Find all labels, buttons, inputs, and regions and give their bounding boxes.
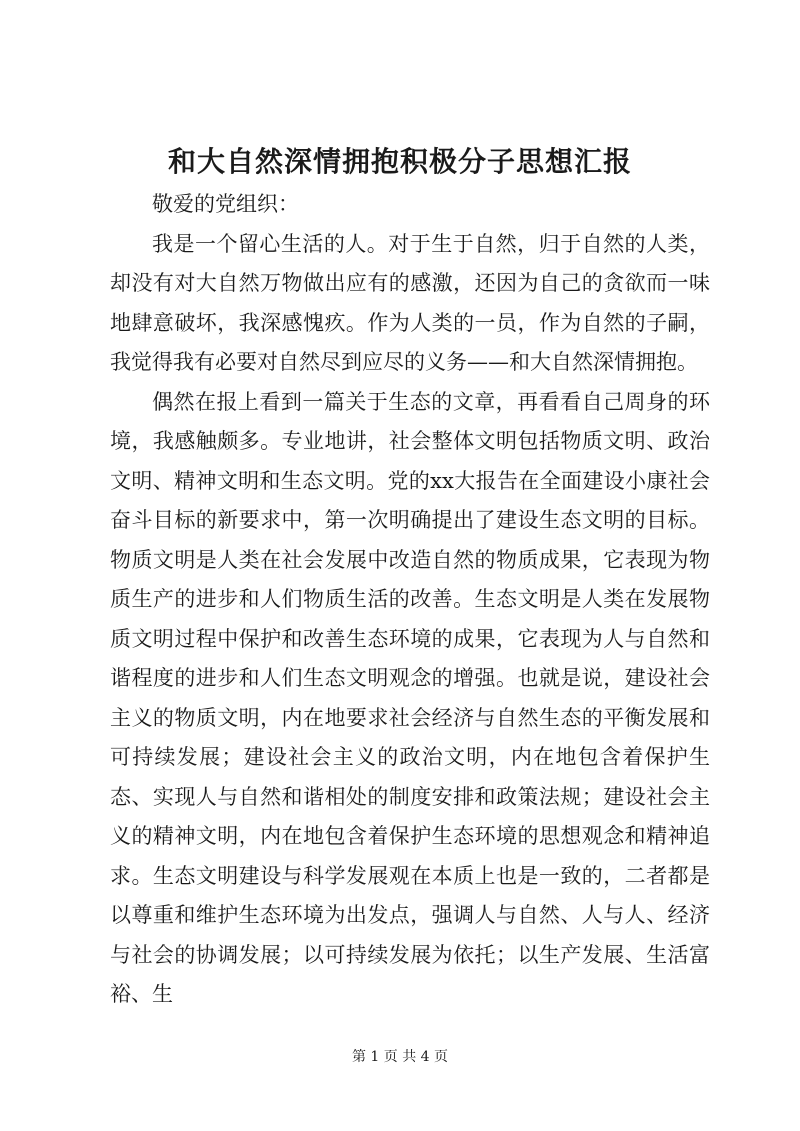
document-title: 和大自然深情拥抱积极分子思想汇报 [167,145,632,178]
page-indicator: 第 1 页 共 4 页 [351,1049,449,1065]
salutation: 敬爱的党组织： [152,192,299,216]
document-body [110,185,710,1015]
paragraph-2: 偶然在报上看到一篇关于生态的文章，再看看自己周身的环境，我感触颇多。专业地讲，社会整体文明包括物质文明、政治文明、精神文明和生态文明。党的xx大报告在全面建设小康社会奋斗目标的新要求中，第一次明确提出了建设生态文明的目标。物质文明是人类在社会发展中改造自然的物质成果，它表现为物质生产的进步和人们物质生活的改善。生态文明是人类在发展物质文明过程中保护和改善生态环境的成果，它表现为人与自然和谐程度的进步和人们生态文明观念的增强。也就是说，建设社会主义的物质文明，内在地要求社会经济与自然生态的平衡发展和可持续发展；建设社会主义的政治文明，内在地包含着保护生态、实现人与自然和谐相处的制度安排和政策法规；建设社会主义的精神文明，内在地包含着保护生态环境的思想观念和精神追求。生态文明建设与科学发展观在本质上也是一致的，二者都是以尊重和维护生态环境为出发点，强调人与自然、人与人、经济与社会的协调发展；以可持续发展为依托；以生产发展、生活富裕、生 [110,389,710,1006]
paragraph-1: 我是一个留心生活的人。对于生于自然，归于自然的人类，却没有对大自然万物做出应有的感激，还因为自己的贪欲而一味地肆意破坏，我深感愧疚。作为人类的一员，作为自然的子嗣，我觉得我有必要对自然尽到应尽的义务——和大自然深情拥抱。 [110,231,710,374]
